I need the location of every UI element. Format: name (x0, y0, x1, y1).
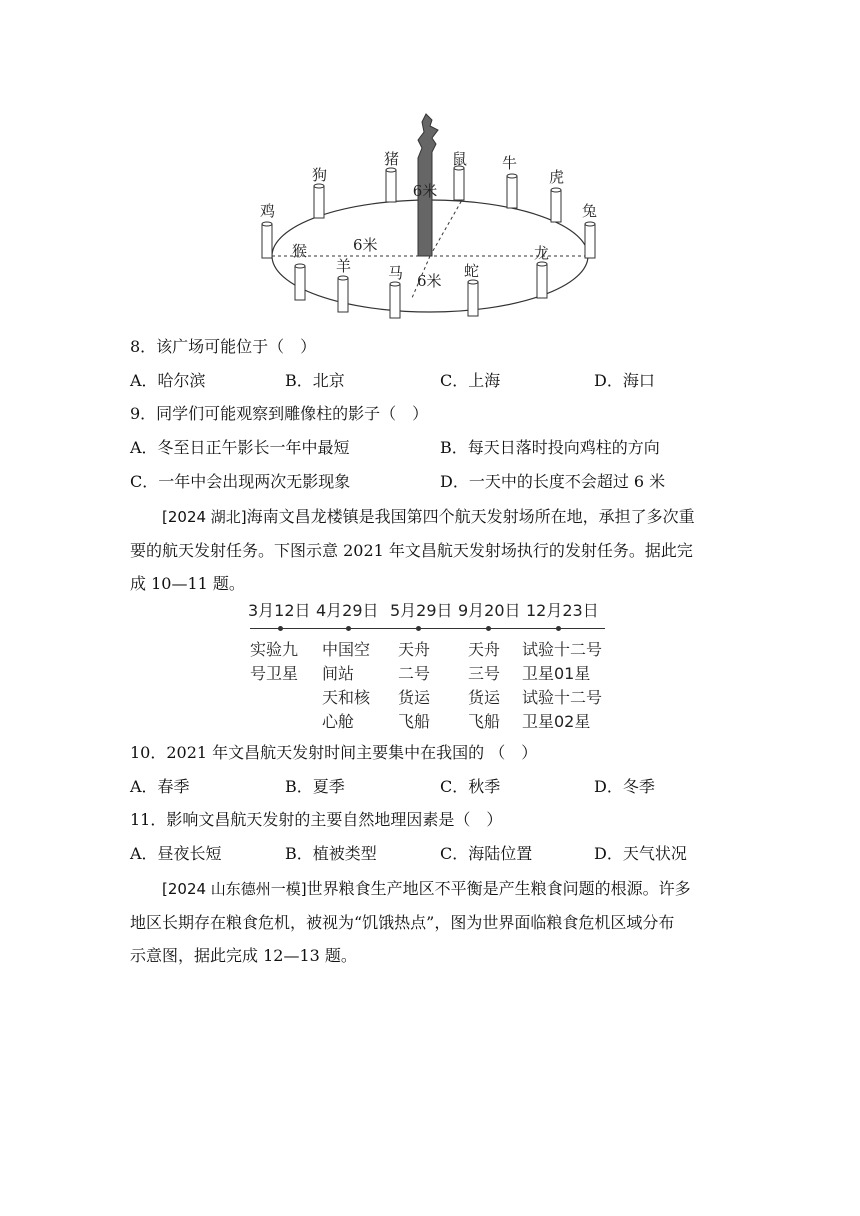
q8-stem: 8．该广场可能位于（ ） (130, 337, 317, 356)
q9-option-a: A．冬至日正午影长一年中最短 (130, 438, 350, 457)
q8-option-a: A．哈尔滨 (130, 371, 206, 390)
dashed-radius-up (430, 200, 462, 256)
zodiac-label-rat: 鼠 (452, 150, 468, 168)
timeline-axis (250, 628, 605, 629)
q9-stem: 9．同学们可能观察到雕像柱的影子（ ） (130, 404, 429, 423)
source-tag: [2024 湖北] (162, 508, 247, 526)
dim-label-bottom: 6米 (417, 272, 442, 290)
mission-4: 天舟 三号 货运 飞船 (468, 640, 501, 731)
dim-label-vertical: 6米 (412, 182, 438, 200)
q8-option-b: B．北京 (285, 371, 345, 390)
zodiac-label-snake: 蛇 (464, 262, 480, 280)
intro3-line1: 世界粮食生产地区不平衡是产生粮食问题的根源。许多 (306, 879, 691, 898)
zodiac-label-horse: 马 (388, 264, 404, 282)
q11-option-c: C．海陆位置 (440, 844, 533, 863)
q11-option-a: A．昼夜长短 (130, 844, 222, 863)
q10-option-a: A．春季 (130, 777, 190, 796)
dim-label-left: 6米 (353, 236, 378, 254)
intro3-line2: 地区长期存在粮食危机，被视为“饥饿热点”，图为世界面临粮食危机区域分布 (130, 913, 675, 932)
q10-option-d: D．冬季 (594, 777, 655, 796)
intro2-line3: 成 10—11 题。 (130, 574, 245, 593)
q8-option-c: C．上海 (440, 371, 501, 390)
timeline-date: 12月23日 (526, 601, 599, 620)
q10-option-c: C．秋季 (440, 777, 501, 796)
zodiac-label-goat: 羊 (336, 257, 352, 275)
timeline-dot (556, 626, 561, 631)
timeline-date: 4月29日 (316, 601, 379, 620)
timeline-dot (486, 626, 491, 631)
launch-timeline (240, 598, 630, 738)
q11-option-b: B．植被类型 (285, 844, 377, 863)
zodiac-label-tiger: 虎 (549, 168, 565, 186)
intro-paragraph-10-11 (130, 500, 730, 600)
timeline-date: 5月29日 (390, 601, 453, 620)
mission-3: 天舟 二号 货运 飞船 (398, 640, 431, 731)
intro3-line3: 示意图，据此完成 12—13 题。 (130, 946, 357, 965)
timeline-dot (416, 626, 421, 631)
mission-5: 试验十二号 卫星01星 试验十二号 卫星02星 (522, 640, 603, 731)
zodiac-label-rabbit: 兔 (582, 202, 598, 220)
q8-option-d: D．海口 (594, 371, 655, 390)
zodiac-label-rooster: 鸡 (260, 202, 276, 220)
intro-paragraph-12-13 (130, 872, 730, 972)
zodiac-label-ox: 牛 (502, 154, 518, 172)
mission-2: 中国空 间站 天和核 心舱 (322, 640, 371, 731)
timeline-date: 9月20日 (458, 601, 521, 620)
zodiac-label-dog: 狗 (312, 166, 328, 184)
zodiac-label-pig: 猪 (384, 150, 400, 168)
q10-option-b: B．夏季 (285, 777, 345, 796)
q9-option-b: B．每天日落时投向鸡柱的方向 (440, 438, 660, 457)
q11-option-d: D．天气状况 (594, 844, 687, 863)
timeline-dot (278, 626, 283, 631)
zodiac-plaza-figure (240, 108, 620, 323)
q9-option-c: C．一年中会出现两次无影现象 (130, 472, 351, 491)
q9-option-d: D．一天中的长度不会超过 6 米 (440, 472, 666, 491)
mission-1: 实验九 号卫星 (250, 640, 299, 683)
q10-stem: 10．2021 年文昌航天发射时间主要集中在我国的 （ ） (130, 743, 538, 762)
intro2-line2: 要的航天发射任务。下图示意 2021 年文昌航天发射场执行的发射任务。据此完 (130, 541, 693, 560)
zodiac-label-monkey: 猴 (292, 242, 308, 260)
source-tag: [2024 山东德州一模] (162, 880, 307, 898)
timeline-date: 3月12日 (248, 601, 311, 620)
intro2-line1: 海南文昌龙楼镇是我国第四个航天发射场所在地，承担了多次重 (246, 507, 695, 526)
q11-stem: 11．影响文昌航天发射的主要自然地理因素是（ ） (130, 810, 503, 829)
timeline-dot (346, 626, 351, 631)
zodiac-label-dragon: 龙 (534, 244, 550, 262)
